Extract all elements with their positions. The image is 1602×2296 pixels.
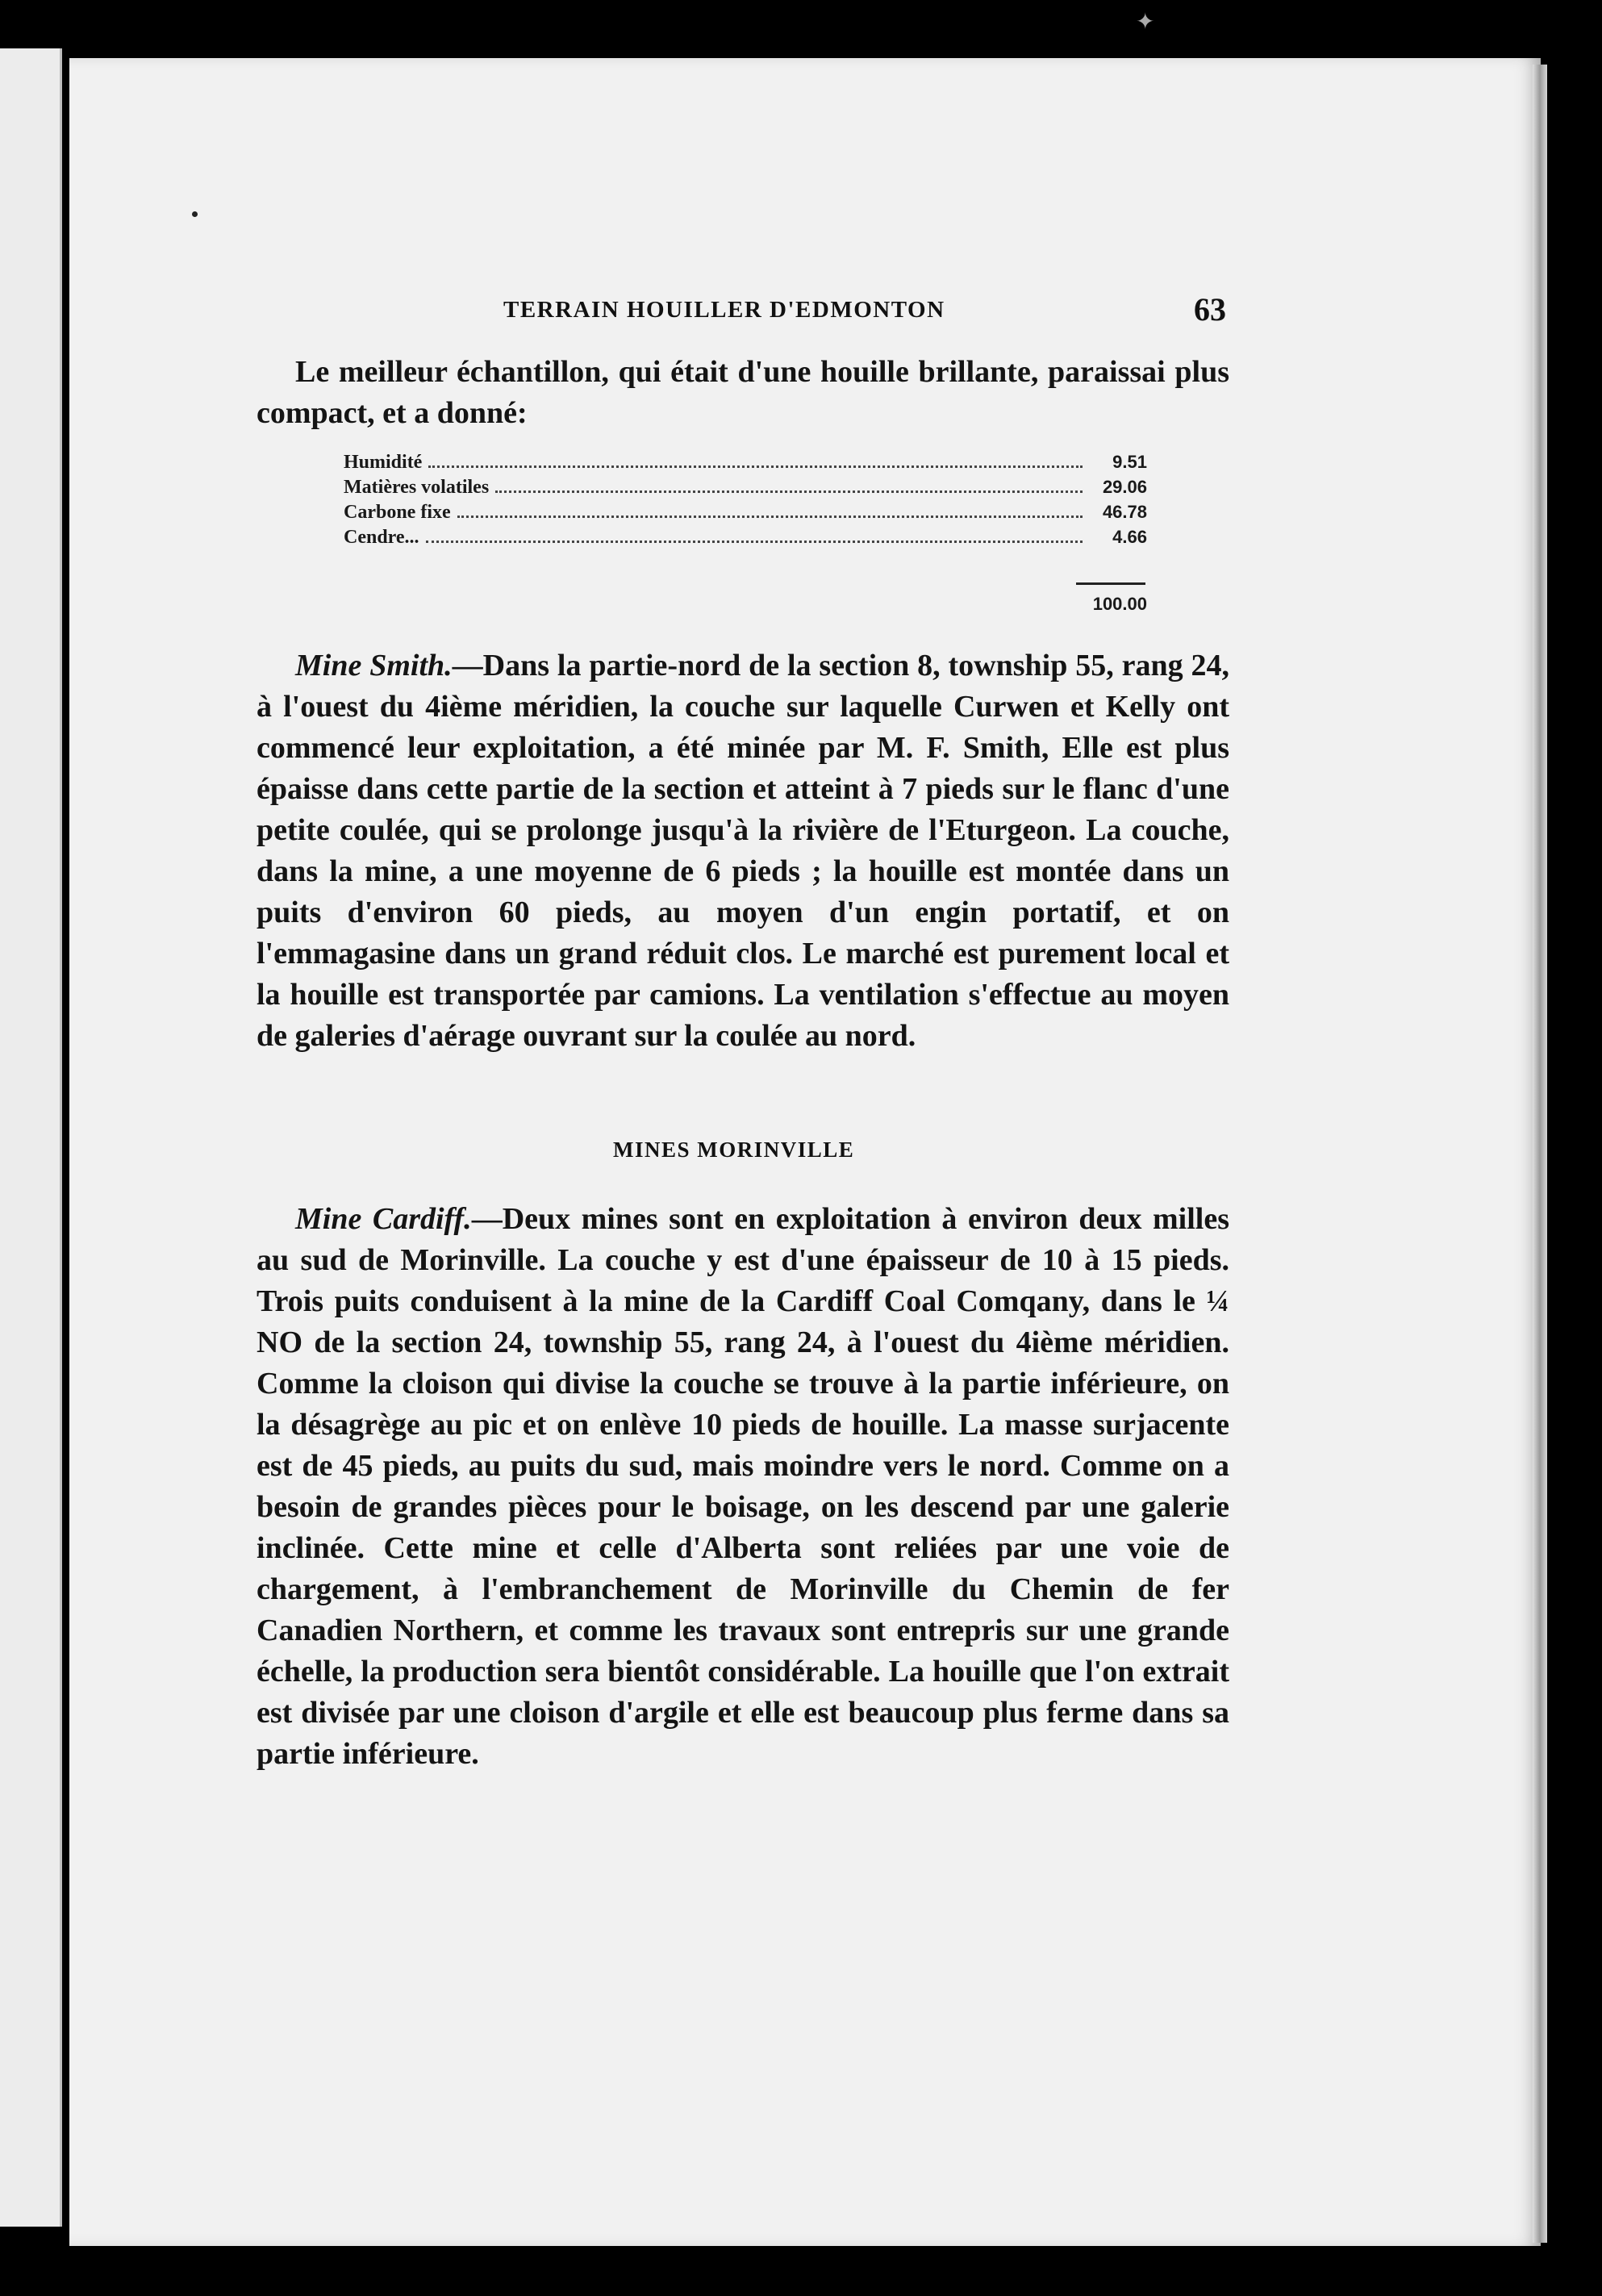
cardiff-paragraph-text: —Deux mines sont en exploitation à environ deux milles au sud de Morinville. La couche y est d'une épaisseur de 10 à 15 pieds. Trois puits conduisent à la mine de la Cardiff Coal Comqany, dans le ¼ NO de la section 24, township 55, rang 24, à l'ouest du 4ième méridien. Comme la cloison qui divise la couche se trouve à la partie inférieure, on la désagrège au pic et on enlève 10 pieds de houille. La masse surjacente est de 45 pieds, au puits du sud, mais moindre vers le nord. Comme on a besoin de grandes pièces pour le boisage, on les descend par une galerie inclinée. Cette mine et celle d'Alberta sont reliées par une voie de chargement, à l'embranchement de Morinville du Chemin de fer Canadien Northern, et comme les travaux sont entrepris sur une grande échelle, la production sera bientôt considérable. La houille que l'on extrait est divisée par une cloison d'argile et elle est beaucoup plus ferme dans sa partie inférieure. bbox=[257, 1202, 1229, 1771]
dot-leader bbox=[495, 491, 1083, 493]
analysis-label: Matières volatiles bbox=[344, 477, 490, 498]
analysis-row bbox=[344, 477, 1147, 502]
dot-leader bbox=[457, 516, 1083, 518]
total-rule bbox=[1076, 582, 1145, 585]
analysis-label: Humidité bbox=[344, 452, 423, 473]
analysis-value: 9.51 bbox=[1112, 452, 1147, 472]
analysis-value: 4.66 bbox=[1112, 527, 1147, 547]
analysis-total: 100.00 bbox=[1092, 594, 1147, 614]
mine-smith-heading: Mine Smith. bbox=[295, 649, 453, 683]
intro-paragraph: Le meilleur échantillon, qui était d'une houille brillante, paraissai plus compact, et a donné: bbox=[257, 355, 1229, 430]
dot-leader bbox=[426, 541, 1083, 543]
cardiff-paragraph bbox=[257, 1199, 1229, 1775]
smith-paragraph bbox=[257, 645, 1229, 1057]
coal-analysis-table bbox=[344, 452, 1147, 552]
smith-paragraph-text: —Dans la partie-nord de la section 8, township 55, rang 24, à l'ouest du 4ième méridien, la couche sur laquelle Curwen et Kelly ont commencé leur exploitation, a été minée par M. F. Smith, Elle est plus épaisse dans cette partie de la section et atteint à 7 pieds sur le flanc d'une petite coulée, qui se prolonge jusqu'à la rivière de l'Eturgeon. La couche, dans la mine, a une moyenne de 6 pieds ; la houille est montée dans un puits d'environ 60 pieds, au moyen d'un engin portatif, et on l'emmagasine dans un grand réduit clos. Le marché est purement local et la houille est transportée par camions. La ventilation s'effectue au moyen de galeries d'aérage ouvrant sur la coulée au nord. bbox=[257, 649, 1229, 1053]
analysis-value: 29.06 bbox=[1102, 477, 1147, 497]
analysis-label: Cendre... bbox=[344, 527, 419, 548]
mine-cardiff-heading: Mine Cardiff. bbox=[295, 1202, 472, 1236]
dot-leader bbox=[428, 465, 1083, 468]
page-fore-edge bbox=[1533, 65, 1547, 2243]
analysis-label: Carbone fixe bbox=[344, 502, 451, 523]
analysis-row bbox=[344, 502, 1147, 527]
ink-speck bbox=[192, 211, 198, 217]
analysis-row bbox=[344, 527, 1147, 552]
scan-artifact-icon: ✦ bbox=[1136, 8, 1155, 35]
analysis-row bbox=[344, 452, 1147, 477]
running-head-title: TERRAIN HOUILLER D'EDMONTON bbox=[503, 297, 945, 323]
page-number: 63 bbox=[1194, 291, 1226, 328]
section-heading: MINES MORINVILLE bbox=[613, 1138, 855, 1162]
running-head bbox=[290, 290, 1226, 331]
facing-page-edge bbox=[0, 48, 62, 2227]
analysis-value: 46.78 bbox=[1102, 502, 1147, 522]
